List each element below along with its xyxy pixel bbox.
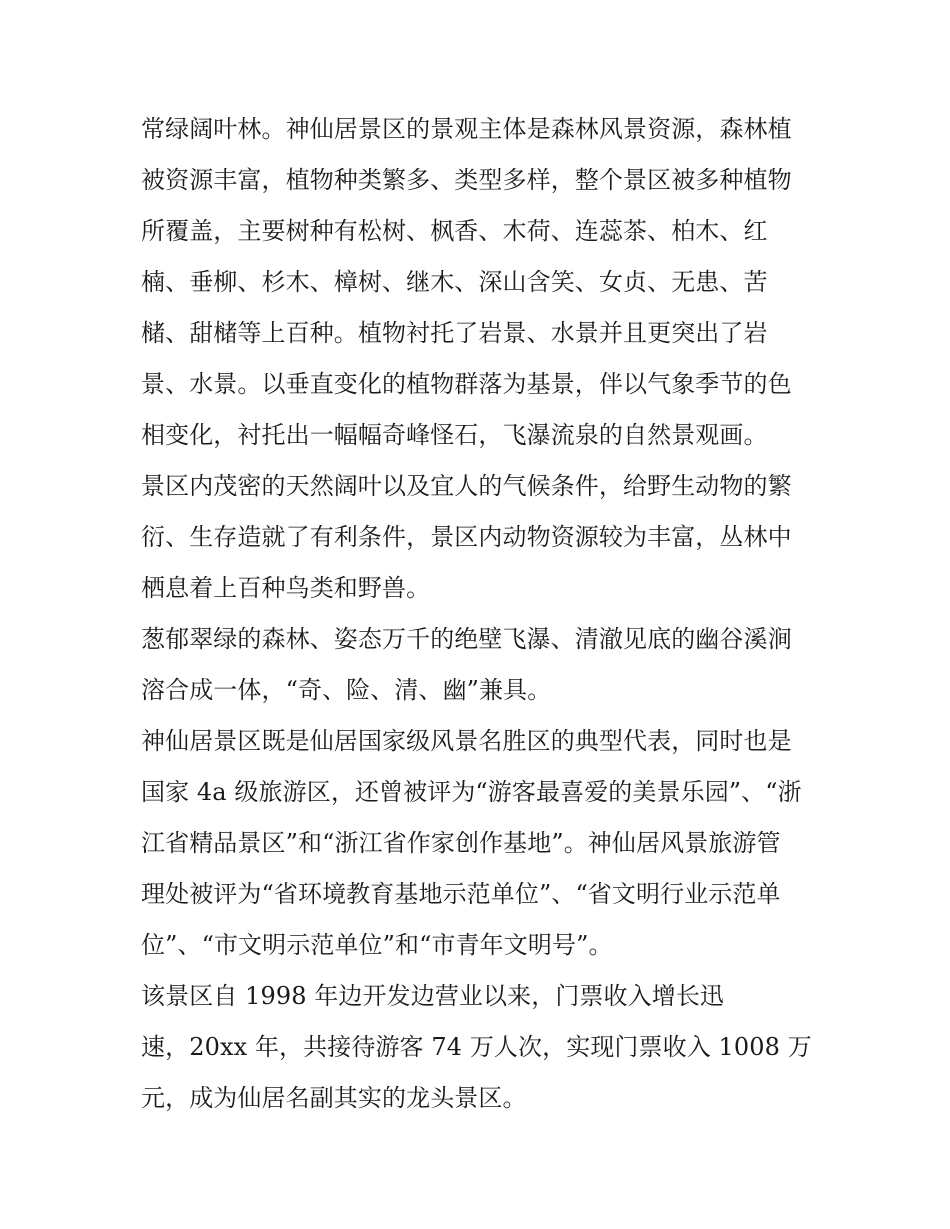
text-line-12: 溶合成一体，“奇、险、清、幽”兼具。 bbox=[141, 676, 552, 704]
text-line-4: 楠、垂柳、杉木、樟树、继木、深山含笑、女贞、无患、苦 bbox=[141, 268, 768, 296]
text-line-13: 神仙居景区既是仙居国家级风景名胜区的典型代表，同时也是 bbox=[141, 727, 792, 755]
text-line-20: 元，成为仙居名副其实的龙头景区。 bbox=[141, 1084, 527, 1112]
text-line-19: 速，20xx 年，共接待游客 74 万人次，实现门票收入 1008 万 bbox=[141, 1033, 812, 1061]
text-line-15: 江省精品景区”和“浙江省作家创作基地”。神仙居风景旅游管 bbox=[141, 829, 781, 857]
text-line-5: 槠、甜槠等上百种。植物衬托了岩景、水景并且更突出了岩 bbox=[141, 319, 768, 347]
text-line-10: 栖息着上百种鸟类和野兽。 bbox=[141, 574, 431, 602]
text-line-18: 该景区自 1998 年边开发边营业以来，门票收入增长迅 bbox=[141, 982, 725, 1010]
text-line-3: 所覆盖，主要树种有松树、枫香、木荷、连蕊茶、柏木、红 bbox=[141, 217, 768, 245]
text-line-11: 葱郁翠绿的森林、姿态万千的绝壁飞瀑、清澈见底的幽谷溪涧 bbox=[141, 625, 792, 653]
text-line-16: 理处被评为“省环境教育基地示范单位”、“省文明行业示范单 bbox=[141, 880, 781, 908]
text-line-14: 国家 4a 级旅游区，还曾被评为“游客最喜爱的美景乐园”、“浙 bbox=[141, 778, 802, 806]
text-line-17: 位”、“市文明示范单位”和“市青年文明号”。 bbox=[141, 931, 613, 959]
text-line-7: 相变化，衬托出一幅幅奇峰怪石，飞瀑流泉的自然景观画。 bbox=[141, 421, 768, 449]
text-line-2: 被资源丰富，植物种类繁多、类型多样，整个景区被多种植物 bbox=[141, 166, 792, 194]
text-line-8: 景区内茂密的天然阔叶以及宜人的气候条件，给野生动物的繁 bbox=[141, 472, 792, 500]
text-line-6: 景、水景。以垂直变化的植物群落为基景，伴以气象季节的色 bbox=[141, 370, 792, 398]
text-line-1: 常绿阔叶林。神仙居景区的景观主体是森林风景资源，森林植 bbox=[141, 115, 792, 143]
text-line-9: 衍、生存造就了有利条件，景区内动物资源较为丰富，丛林中 bbox=[141, 523, 792, 551]
